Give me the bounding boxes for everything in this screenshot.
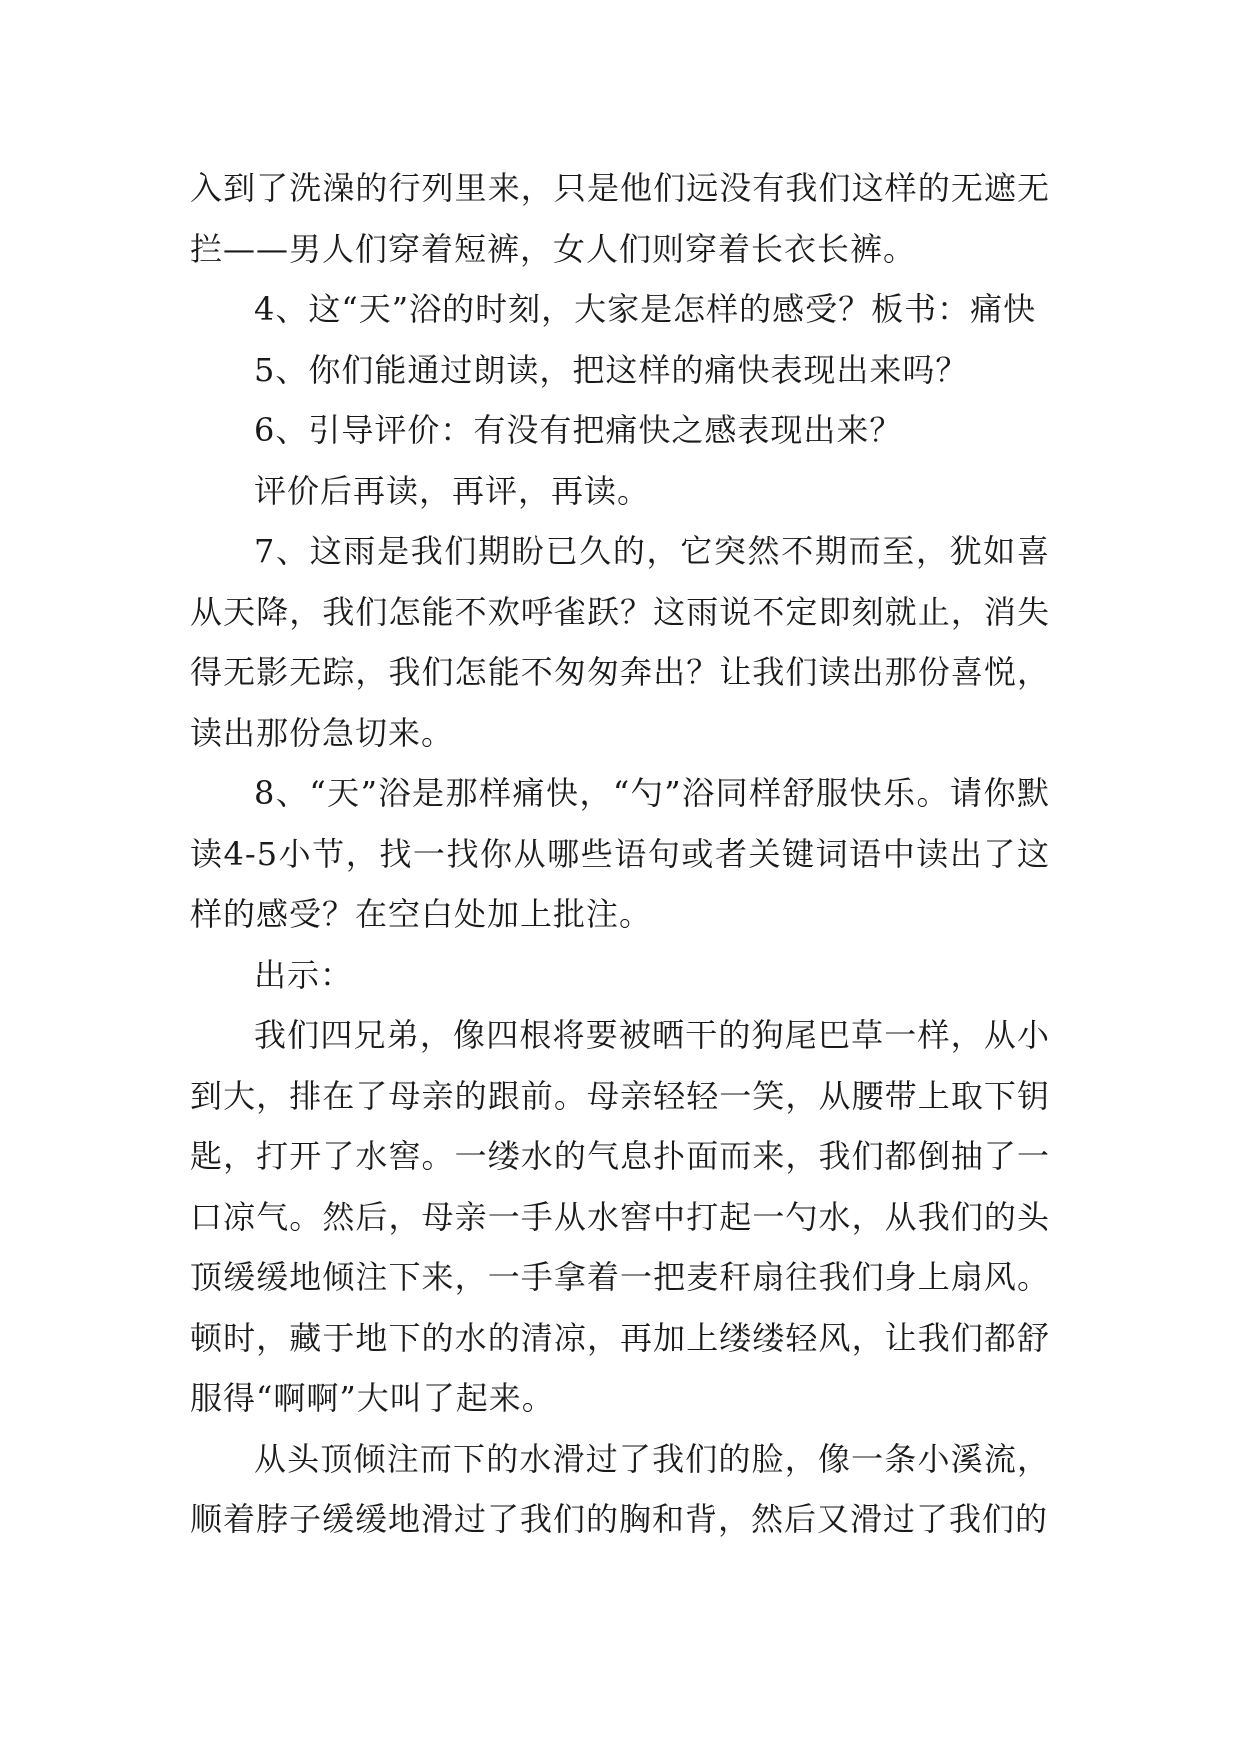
- document-page: [190, 158, 1050, 1550]
- paragraph-item-8: 8、“天”浴是那样痛快，“勺”浴同样舒服快乐。请你默读4-5小节，找一找你从哪些语句或者关键词语中读出了这样的感受？在空白处加上批注。: [190, 774, 1050, 933]
- paragraph-item-5: 5、你们能通过朗读，把这样的痛快表现出来吗？: [254, 350, 969, 389]
- paragraph-show-label: 出示：: [254, 955, 354, 994]
- paragraph-evaluation: 评价后再读，再评，再读。: [254, 471, 651, 510]
- paragraph-item-6: 6、引导评价：有没有把痛快之感表现出来？: [254, 411, 903, 449]
- paragraph-quote-1: 我们四兄弟，像四根将要被晒干的狗尾巴草一样，从小到大，排在了母亲的跟前。母亲轻轻一笑，从腰带上取下钥匙，打开了水窖。一缕水的气息扑面而来，我们都倒抽了一口凉气。然后，母亲一手从水窖中打起一勺水，从我们的头顶缓缓地倾注下来，一手拿着一把麦秆扇往我们身上扇风。顿时，藏于地下的水的清凉，再加上缕缕轻风，让我们都舒服得“啊啊”大叫了起来。: [190, 1016, 1050, 1417]
- paragraph-item-4: 4、这“天”浴的时刻，大家是怎样的感受？板书：痛快: [254, 290, 1037, 328]
- paragraph-quote-2: 从头顶倾注而下的水滑过了我们的脸，像一条小溪流，顺着脖子缓缓地滑过了我们的胸和背，然后又滑过了我们的: [190, 1439, 1050, 1538]
- paragraph-continuation: 入到了洗澡的行列里来，只是他们远没有我们这样的无遮无拦——男人们穿着短裤，女人们则穿着长衣长裤。: [190, 169, 1050, 268]
- paragraph-item-7: 7、这雨是我们期盼已久的，它突然不期而至，犹如喜从天降，我们怎能不欢呼雀跃？这雨说不定即刻就止，消失得无影无踪，我们怎能不匆匆奔出？让我们读出那份喜悦，读出那份急切来。: [190, 532, 1050, 752]
